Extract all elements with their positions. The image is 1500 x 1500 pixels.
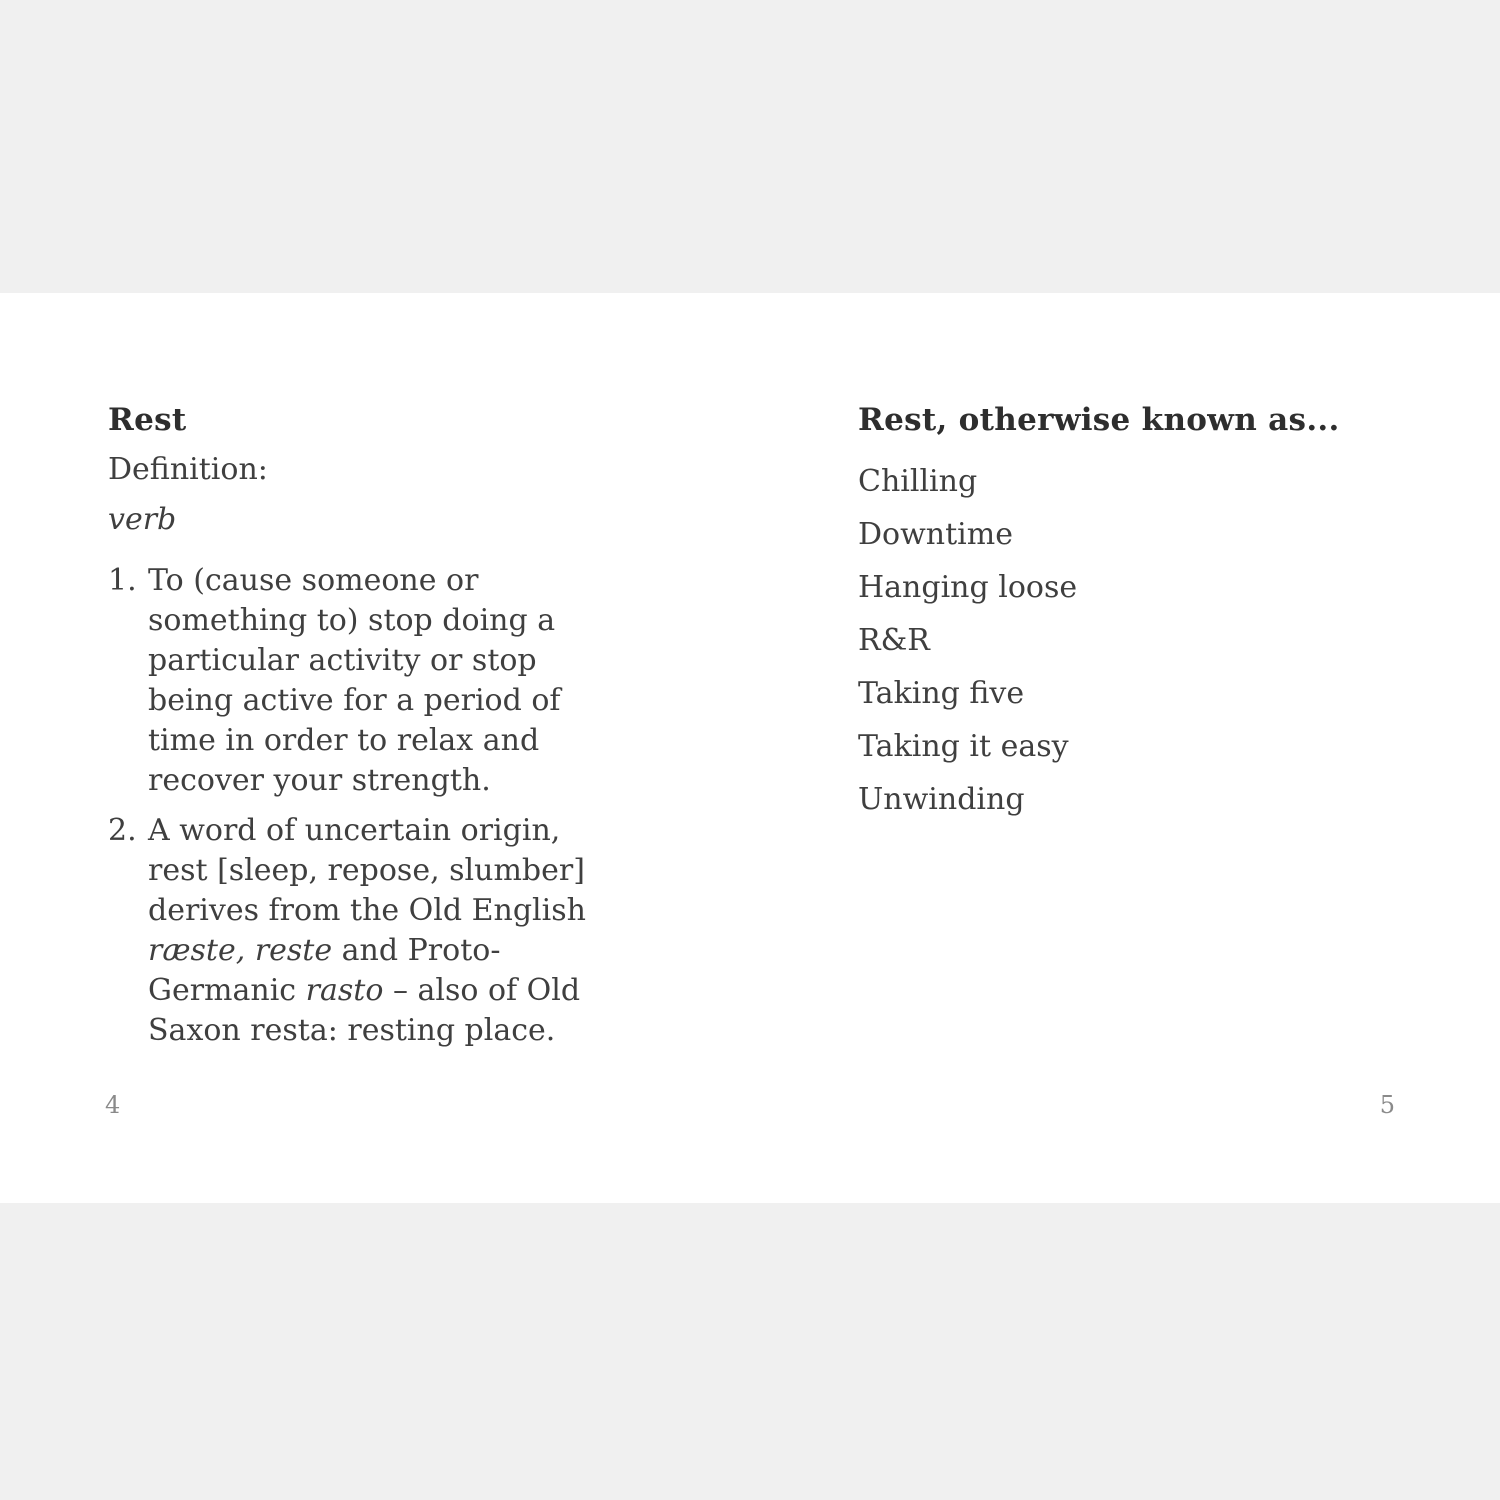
definition-item-2 [108,811,638,1051]
text-segment-italic: ræste, reste [148,933,333,968]
background-band-bottom [0,1203,1500,1500]
part-of-speech: verb [108,502,177,537]
synonym-item: Downtime [858,517,1013,552]
page-title: Rest [108,402,187,438]
definition-item-number: 1. [108,563,137,598]
definition-item-text [148,811,626,1051]
definition-list [108,561,638,1051]
synonym-item: Taking five [858,676,1025,711]
page-number-left: 4 [105,1091,121,1119]
page-left [108,400,638,1051]
definition-label: Definition: [108,452,268,487]
page-number-right: 5 [1379,1091,1395,1119]
text-segment: and Proto-Germanic [148,933,501,1008]
page-right [858,400,1418,826]
synonym-item: Hanging loose [858,570,1078,605]
synonyms-heading: Rest, otherwise known as... [858,402,1340,438]
synonym-item: Unwinding [858,782,1025,817]
text-segment: To (cause someone or something to) stop doing a particular activity or stop being active for a period of time in order to relax and recover your strength. [148,563,561,798]
definition-item-1 [108,561,638,801]
definition-item-text [148,561,626,801]
synonym-item: Chilling [858,464,978,499]
synonym-item: Taking it easy [858,729,1069,764]
definition-item-number: 2. [108,813,137,848]
synonym-item: R&R [858,623,930,658]
text-segment: A word of uncertain origin, rest [sleep, repose, slumber] derives from the Old English [148,813,586,928]
background-band-top [0,0,1500,293]
synonyms-list [858,455,1418,826]
text-segment: – also of Old Saxon resta: resting place. [148,973,581,1048]
text-segment-italic: rasto [305,973,384,1008]
